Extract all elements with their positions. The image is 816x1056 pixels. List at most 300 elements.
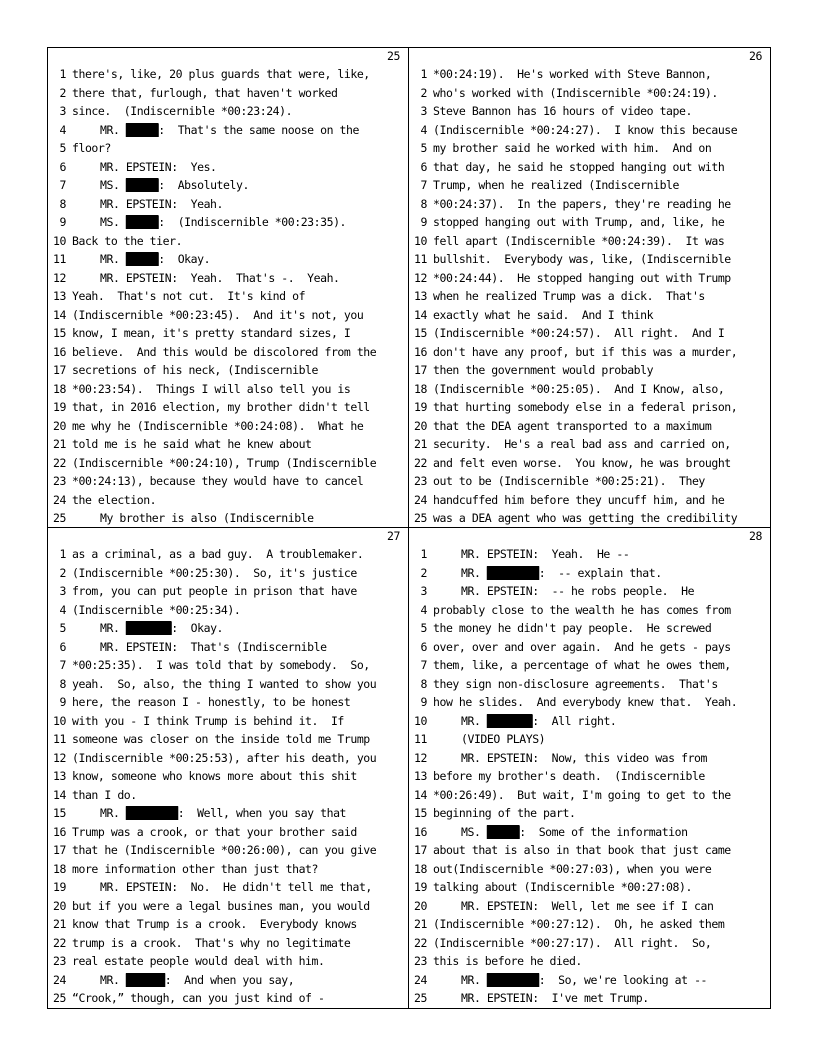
line-text: MR. ████████: So, we're looking at --	[461, 972, 708, 987]
transcript-line	[409, 232, 770, 251]
line-number: 11	[53, 252, 66, 266]
transcript-line	[409, 730, 770, 749]
transcript-line	[409, 306, 770, 325]
transcript-line	[409, 398, 770, 417]
line-text: MR. EPSTEIN: Yeah. That's -. Yeah.	[100, 270, 340, 285]
transcript-line	[48, 675, 408, 694]
line-number: 21	[53, 437, 66, 451]
line-text: and felt even worse. You know, he was brought	[433, 455, 731, 470]
line-number: 14	[53, 307, 66, 322]
line-number: 4	[420, 602, 427, 617]
line-number: 23	[53, 954, 66, 968]
line-number: 3	[59, 584, 66, 598]
transcript-sheet	[47, 47, 771, 1009]
line-text: probably close to the wealth he has comes from	[433, 602, 731, 617]
transcript-line	[409, 324, 770, 343]
line-number: 15	[53, 326, 66, 340]
line-number: 2	[59, 565, 66, 580]
line-text: talking about (Indiscernible *00:27:08).	[433, 880, 692, 894]
line-text: there that, furlough, that haven't worked	[72, 85, 338, 100]
line-number: 15	[414, 806, 427, 820]
transcript-line	[409, 158, 770, 177]
line-text: trump is a crook. That's why no legitimate	[72, 935, 351, 950]
line-number: 2	[420, 565, 427, 580]
line-number: 16	[53, 344, 66, 359]
transcript-line	[409, 656, 770, 675]
line-number: 6	[420, 159, 427, 174]
line-text: handcuffed him before they uncuff him, and he	[433, 492, 725, 507]
transcript-line	[48, 250, 408, 269]
transcript-line	[409, 545, 770, 564]
transcript-line	[409, 343, 770, 362]
line-text: was a DEA agent who was getting the credibility	[433, 511, 738, 525]
transcript-line	[409, 102, 770, 121]
line-number: 4	[420, 122, 427, 137]
line-number: 8	[59, 676, 66, 691]
line-number: 14	[414, 787, 427, 802]
transcript-line	[48, 454, 408, 473]
line-text: MR. █████: That's the same noose on the	[100, 122, 359, 137]
line-text: MR. █████: Okay.	[100, 252, 211, 266]
line-text: *00:24:44). He stopped hanging out with Trump	[433, 270, 731, 285]
transcript-line	[409, 693, 770, 712]
line-text: but if you were a legal busines man, you would	[72, 898, 370, 913]
transcript-line	[48, 398, 408, 417]
transcript-line	[48, 971, 408, 990]
line-text: MR. ████████: -- explain that.	[461, 565, 662, 580]
line-text: MR. ██████: And when you say,	[100, 972, 295, 987]
line-number: 1	[420, 547, 427, 561]
transcript-line	[409, 417, 770, 436]
line-text: *00:26:49). But wait, I'm going to get to the	[433, 787, 731, 802]
line-number: 5	[420, 621, 427, 635]
transcript-line	[48, 952, 408, 971]
page-number: 26	[749, 49, 762, 63]
line-number: 13	[53, 289, 66, 303]
transcript-line	[48, 841, 408, 860]
transcript-line	[48, 749, 408, 768]
line-text: MR. EPSTEIN: Yeah. He --	[461, 547, 630, 561]
line-number: 17	[414, 363, 427, 377]
line-text: (Indiscernible *00:24:10), Trump (Indiscernible	[72, 455, 377, 470]
line-text: then the government would probably	[433, 363, 654, 377]
transcript-line	[409, 65, 770, 84]
transcript-line	[409, 767, 770, 786]
transcript-line	[48, 121, 408, 140]
transcript-line	[48, 601, 408, 620]
line-number: 24	[53, 972, 66, 987]
line-number: 10	[53, 713, 66, 728]
line-number: 10	[414, 713, 427, 728]
transcript-line	[48, 878, 408, 897]
transcript-line	[48, 158, 408, 177]
line-number: 21	[414, 437, 427, 451]
transcript-line	[48, 380, 408, 399]
transcript-line	[48, 656, 408, 675]
line-number: 18	[414, 381, 427, 396]
line-number: 9	[420, 215, 427, 229]
transcript-line	[409, 786, 770, 805]
line-text: MR. EPSTEIN: -- he robs people. He	[461, 584, 695, 598]
line-text: that hurting somebody else in a federal prison,	[433, 400, 738, 414]
line-text: them, like, a percentage of what he owes them,	[433, 658, 731, 672]
transcript-line	[48, 343, 408, 362]
line-number: 12	[53, 750, 66, 765]
line-text: with you - I think Trump is behind it. If	[72, 713, 344, 728]
line-text: (Indiscernible *00:25:34).	[72, 602, 241, 617]
transcript-line	[409, 269, 770, 288]
transcript-line	[48, 65, 408, 84]
line-text: fell apart (Indiscernible *00:24:39). It was	[433, 233, 725, 248]
line-number: 6	[59, 159, 66, 174]
transcript-line	[409, 582, 770, 601]
transcript-line	[48, 491, 408, 510]
line-text: (Indiscernible *00:24:57). All right. And I	[433, 326, 725, 340]
line-number: 20	[414, 898, 427, 913]
line-number: 18	[53, 381, 66, 396]
line-text: MR. ███████: Okay.	[100, 621, 224, 635]
redaction-block: ███████	[125, 621, 172, 635]
line-text: security. He's a real bad ass and carried on,	[433, 437, 731, 451]
line-text: over, over and over again. And he gets - pays	[433, 639, 731, 654]
line-text: (Indiscernible *00:25:53), after his death, you	[72, 750, 377, 765]
line-number: 20	[53, 898, 66, 913]
transcript-line	[409, 121, 770, 140]
transcript-line	[48, 897, 408, 916]
transcript-lines	[409, 545, 770, 1008]
line-number: 7	[59, 658, 66, 672]
transcript-line	[409, 250, 770, 269]
line-text: told me is he said what he knew about	[72, 437, 312, 451]
transcript-line	[48, 619, 408, 638]
transcript-lines	[409, 65, 770, 528]
line-text: real estate people would deal with him.	[72, 954, 325, 968]
line-number: 23	[53, 474, 66, 488]
transcript-line	[48, 915, 408, 934]
transcript-line	[409, 139, 770, 158]
line-text: *00:24:37). In the papers, they're reading he	[433, 196, 731, 211]
redaction-block: ████████	[125, 806, 178, 820]
transcript-line	[409, 952, 770, 971]
line-text: exactly what he said. And I think	[433, 307, 654, 322]
line-number: 14	[53, 787, 66, 802]
transcript-page	[48, 48, 409, 528]
line-text: *00:24:19). He's worked with Steve Bannon,	[433, 67, 712, 81]
line-number: 6	[420, 639, 427, 654]
transcript-line	[409, 472, 770, 491]
transcript-line	[409, 619, 770, 638]
line-text: (Indiscernible *00:27:17). All right. So,	[433, 935, 712, 950]
line-text: (Indiscernible *00:25:05). And I Know, also,	[433, 381, 725, 396]
line-number: 19	[53, 880, 66, 894]
line-number: 25	[53, 991, 66, 1005]
line-text: they sign non-disclosure agreements. That's	[433, 676, 718, 691]
redaction-block: █████	[125, 215, 159, 229]
transcript-line	[409, 712, 770, 731]
line-text: the money he didn't pay people. He screwed	[433, 621, 712, 635]
transcript-lines	[48, 545, 408, 1008]
line-number: 13	[53, 769, 66, 783]
line-number: 22	[414, 455, 427, 470]
redaction-block: █████	[125, 122, 159, 137]
line-number: 8	[420, 196, 427, 211]
line-number: 1	[420, 67, 427, 81]
transcript-line	[48, 232, 408, 251]
line-number: 13	[414, 769, 427, 783]
transcript-line	[409, 435, 770, 454]
line-number: 24	[53, 492, 66, 507]
line-number: 3	[420, 584, 427, 598]
line-number: 9	[420, 695, 427, 709]
transcript-line	[409, 897, 770, 916]
line-number: 20	[414, 418, 427, 433]
line-number: 8	[59, 196, 66, 211]
transcript-line	[48, 435, 408, 454]
line-number: 12	[53, 270, 66, 285]
transcript-line	[48, 287, 408, 306]
line-text: MR. EPSTEIN: That's (Indiscernible	[100, 639, 327, 654]
line-number: 23	[414, 954, 427, 968]
transcript-line	[48, 417, 408, 436]
line-text: Back to the tier.	[72, 233, 183, 248]
line-number: 4	[59, 122, 66, 137]
transcript-page	[48, 528, 409, 1008]
line-text: before my brother's death. (Indiscernible	[433, 769, 705, 783]
transcript-line	[409, 675, 770, 694]
line-text: Trump was a crook, or that your brother said	[72, 824, 357, 839]
line-number: 2	[420, 85, 427, 100]
transcript-line	[409, 564, 770, 583]
transcript-line	[409, 380, 770, 399]
transcript-line	[48, 361, 408, 380]
line-number: 11	[53, 732, 66, 746]
transcript-line	[409, 878, 770, 897]
redaction-block: ████████	[486, 972, 539, 987]
transcript-line	[48, 213, 408, 232]
line-text: MR. ████████: Well, when you say that	[100, 806, 347, 820]
line-number: 16	[53, 824, 66, 839]
line-number: 14	[414, 307, 427, 322]
line-text: MS. █████: Some of the information	[461, 824, 688, 839]
transcript-line	[48, 693, 408, 712]
line-text: MR. EPSTEIN: I've met Trump.	[461, 991, 649, 1005]
line-number: 25	[414, 511, 427, 525]
line-number: 17	[414, 843, 427, 857]
line-number: 12	[414, 750, 427, 765]
transcript-line	[409, 454, 770, 473]
line-number: 11	[414, 732, 427, 746]
line-number: 22	[53, 455, 66, 470]
line-number: 19	[414, 400, 427, 414]
transcript-line	[48, 804, 408, 823]
line-text: (Indiscernible *00:25:30). So, it's justice	[72, 565, 357, 580]
line-text: MR. EPSTEIN: No. He didn't tell me that,	[100, 880, 372, 894]
line-text: from, you can put people in prison that have	[72, 584, 357, 598]
transcript-line	[48, 934, 408, 953]
line-text: believe. And this would be discolored from the	[72, 344, 377, 359]
line-text: there's, like, 20 plus guards that were, like,	[72, 67, 370, 81]
line-text: Yeah. That's not cut. It's kind of	[72, 289, 306, 303]
line-text: MS. █████: Absolutely.	[100, 178, 249, 192]
line-number: 2	[59, 85, 66, 100]
line-text: MR. ███████: All right.	[461, 713, 617, 728]
transcript-lines	[48, 65, 408, 528]
line-number: 6	[59, 639, 66, 654]
transcript-line	[48, 989, 408, 1008]
line-number: 7	[420, 178, 427, 192]
line-text: (Indiscernible *00:23:45). And it's not, you	[72, 307, 364, 322]
line-number: 18	[414, 861, 427, 876]
line-number: 24	[414, 492, 427, 507]
line-number: 18	[53, 861, 66, 876]
line-text: My brother is also (Indiscernible	[100, 511, 314, 525]
transcript-line	[409, 749, 770, 768]
line-number: 1	[59, 67, 66, 81]
transcript-line	[409, 509, 770, 528]
line-text: secretions of his neck, (Indiscernible	[72, 363, 318, 377]
transcript-line	[48, 545, 408, 564]
line-number: 5	[420, 141, 427, 155]
line-text: floor?	[72, 141, 111, 155]
redaction-block: █████	[125, 178, 159, 192]
line-text: stopped hanging out with Trump, and, like, he	[433, 215, 725, 229]
line-text: beginning of the part.	[433, 806, 576, 820]
transcript-line	[48, 324, 408, 343]
transcript-line	[409, 841, 770, 860]
transcript-line	[48, 860, 408, 879]
line-number: 25	[53, 511, 66, 525]
line-text: how he slides. And everybody knew that. Yeah.	[433, 695, 738, 709]
line-number: 20	[53, 418, 66, 433]
line-text: this is before he died.	[433, 954, 582, 968]
line-text: bullshit. Everybody was, like, (Indiscernible	[433, 252, 731, 266]
line-text: my brother said he worked with him. And on	[433, 141, 712, 155]
line-text: know, someone who knows more about this shit	[72, 769, 357, 783]
transcript-line	[409, 287, 770, 306]
line-text: someone was closer on the inside told me Trump	[72, 732, 370, 746]
line-text: MR. EPSTEIN: Well, let me see if I can	[461, 898, 714, 913]
line-text: out to be (Indiscernible *00:25:21). They	[433, 474, 705, 488]
transcript-line	[48, 306, 408, 325]
line-text: MS. █████: (Indiscernible *00:23:35).	[100, 215, 347, 229]
transcript-line	[48, 638, 408, 657]
page-number: 28	[749, 529, 762, 543]
line-text: (VIDEO PLAYS)	[461, 732, 546, 746]
line-number: 11	[414, 252, 427, 266]
line-number: 4	[59, 602, 66, 617]
transcript-line	[409, 638, 770, 657]
transcript-line	[409, 823, 770, 842]
line-number: 10	[53, 233, 66, 248]
redaction-block: █████	[125, 252, 159, 266]
line-number: 1	[59, 547, 66, 561]
transcript-line	[48, 582, 408, 601]
line-text: that he (Indiscernible *00:26:00), can you give	[72, 843, 377, 857]
line-number: 3	[420, 104, 427, 118]
line-text: yeah. So, also, the thing I wanted to show you	[72, 676, 377, 691]
line-text: (Indiscernible *00:27:12). Oh, he asked them	[433, 917, 725, 931]
line-number: 13	[414, 289, 427, 303]
redaction-block: █████	[486, 824, 520, 839]
transcript-line	[409, 971, 770, 990]
line-number: 22	[414, 935, 427, 950]
transcript-line	[48, 767, 408, 786]
redaction-block: ███████	[486, 713, 533, 728]
line-text: Trump, when he realized (Indiscernible	[433, 178, 679, 192]
line-number: 5	[59, 621, 66, 635]
line-text: know, I mean, it's pretty standard sizes, I	[72, 326, 351, 340]
transcript-line	[48, 564, 408, 583]
line-number: 7	[420, 658, 427, 672]
line-number: 7	[59, 178, 66, 192]
line-number: 16	[414, 344, 427, 359]
page-number: 25	[387, 49, 400, 63]
line-number: 15	[53, 806, 66, 820]
line-text: that the DEA agent transported to a maximum	[433, 418, 712, 433]
transcript-line	[48, 730, 408, 749]
transcript-line	[48, 823, 408, 842]
line-number: 15	[414, 326, 427, 340]
transcript-line	[48, 509, 408, 528]
transcript-line	[409, 491, 770, 510]
line-text: (Indiscernible *00:24:27). I know this because	[433, 122, 738, 137]
transcript-line	[48, 786, 408, 805]
line-number: 17	[53, 843, 66, 857]
transcript-line	[409, 860, 770, 879]
line-text: that, in 2016 election, my brother didn't tell	[72, 400, 370, 414]
line-text: since. (Indiscernible *00:23:24).	[72, 104, 293, 118]
line-text: MR. EPSTEIN: Yeah.	[100, 196, 223, 211]
transcript-line	[409, 195, 770, 214]
line-number: 22	[53, 935, 66, 950]
transcript-line	[48, 712, 408, 731]
line-number: 8	[420, 676, 427, 691]
line-text: know that Trump is a crook. Everybody knows	[72, 917, 357, 931]
line-text: as a criminal, as a bad guy. A troublemaker.	[72, 547, 364, 561]
transcript-line	[409, 176, 770, 195]
line-text: *00:24:13), because they would have to cancel	[72, 474, 364, 488]
transcript-line	[409, 989, 770, 1008]
transcript-line	[409, 361, 770, 380]
line-text: the election.	[72, 492, 157, 507]
line-text: out(Indiscernible *00:27:03), when you were	[433, 861, 712, 876]
transcript-line	[409, 84, 770, 103]
transcript-line	[48, 139, 408, 158]
line-text: that day, he said he stopped hanging out with	[433, 159, 725, 174]
line-number: 3	[59, 104, 66, 118]
transcript-line	[48, 84, 408, 103]
transcript-line	[409, 213, 770, 232]
transcript-line	[48, 269, 408, 288]
line-text: than I do.	[72, 787, 137, 802]
transcript-line	[48, 472, 408, 491]
line-number: 19	[53, 400, 66, 414]
line-text: don't have any proof, but if this was a murder,	[433, 344, 738, 359]
line-text: more information other than just that?	[72, 861, 318, 876]
line-number: 17	[53, 363, 66, 377]
transcript-page	[409, 48, 770, 528]
transcript-line	[409, 804, 770, 823]
transcript-page	[409, 528, 770, 1008]
transcript-line	[409, 934, 770, 953]
transcript-line	[409, 915, 770, 934]
line-text: when he realized Trump was a dick. That's	[433, 289, 705, 303]
line-text: *00:25:35). I was told that by somebody. So,	[72, 658, 370, 672]
line-text: *00:23:54). Things I will also tell you is	[72, 381, 351, 396]
line-text: here, the reason I - honestly, to be honest	[72, 695, 351, 709]
redaction-block: ██████	[125, 972, 165, 987]
line-number: 21	[53, 917, 66, 931]
